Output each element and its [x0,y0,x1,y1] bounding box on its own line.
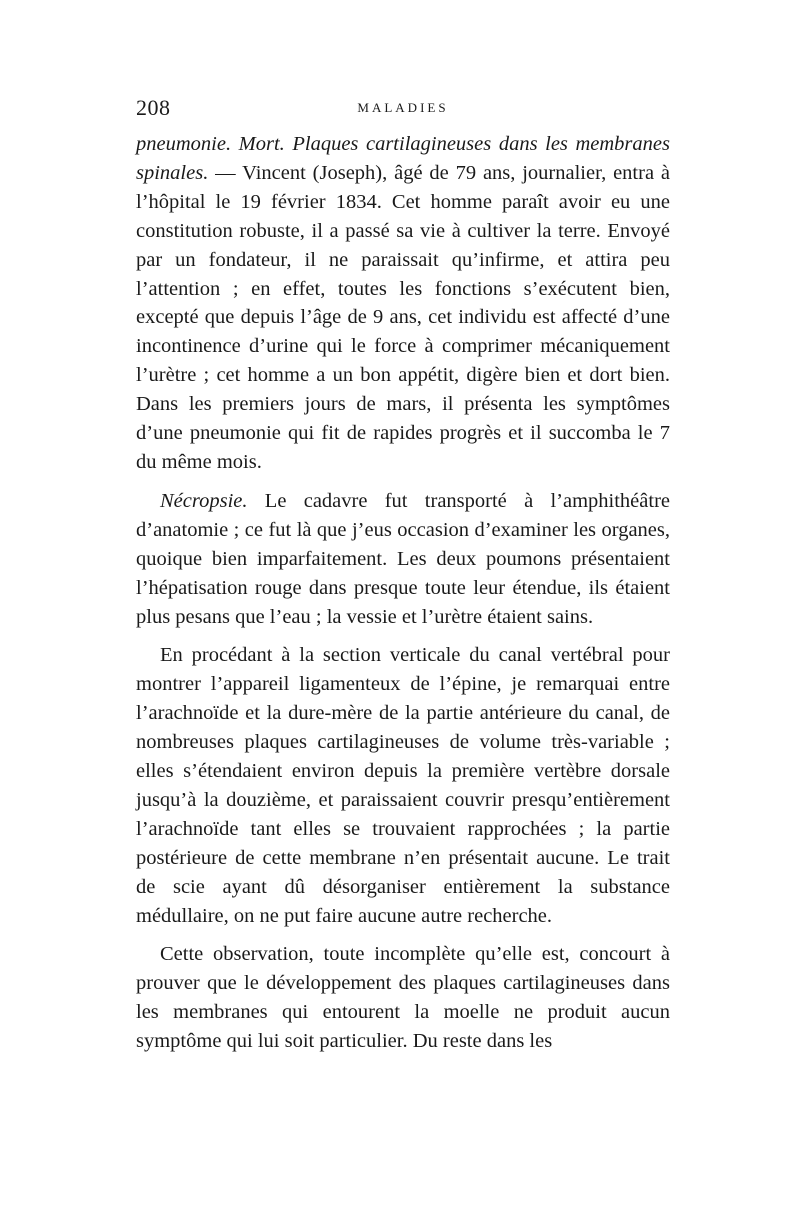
paragraph-text: — Vincent (Joseph), âgé de 79 ans, journalier, entra à l’hôpital le 19 février 1834. Cet homme paraît avoir eu une constitution robuste, il a passé sa vie à cultiver la terre. Envoyé par un fondateur, il ne paraissait qu’infirme, et attira peu l’attention ; en effet, toutes les fonctions s’exécutent bien, excepté que depuis l’âge de 9 ans, cet individu est affecté d’une incontinence d’urine qui le force à comprimer mécaniquement l’urètre ; cet homme a un bon appétit, digère bien et dort bien. Dans les premiers jours de mars, il présenta les symptômes d’une pneumonie qui fit de rapides progrès et il succomba le 7 du même mois. [136,161,670,473]
paragraph-necropsy [136,487,670,632]
running-head: MALADIES [357,100,449,115]
paragraph-text: Cette observation, toute incomplète qu’elle est, concourt à prouver que le développement des plaques cartilagineuses dans les membranes qui entourent la moelle ne produit aucun symptôme qui lui soit particulier. Du reste dans les [136,943,670,1053]
paragraph-text: En procédant à la section verticale du canal vertébral pour montrer l’appareil ligamenteux de l’épine, je remarquai entre l’arachnoïde et la dure-mère de la partie antérieure du canal, de nombreuses plaques cartilagineuses de volume très-variable ; elles s’étendaient environ depuis la première vertèbre dorsale jusqu’à la douzième, et paraissaient couvrir presqu’entièrement l’arachnoïde tant elles se trouvaient rapprochées ; la partie postérieure de cette membrane n’en présentait aucune. Le trait de scie ayant dû désorganiser entièrement la substance médullaire, on ne put faire aucune autre recherche. [136,644,670,927]
page-header [136,96,670,120]
page-number: 208 [136,95,171,120]
paragraph-conclusion [136,940,670,1056]
paragraph-text: Le cadavre fut transporté à l’amphithéâtre d’anatomie ; ce fut là que j’eus occasion d’examiner les organes, quoique bien imparfaitement. Les deux poumons présentaient l’hépatisation rouge dans presque toute leur étendue, ils étaient plus pesans que l’eau ; la vessie et l’urètre étaient sains. [136,489,670,628]
body-text [136,130,670,1056]
paragraph-findings [136,641,670,930]
case-title: pneumonie. Mort. Plaques cartilagineuses dans les membranes spinales. [136,133,670,184]
paragraph-case-history [136,130,670,477]
necropsy-heading: Nécropsie. [160,489,248,512]
